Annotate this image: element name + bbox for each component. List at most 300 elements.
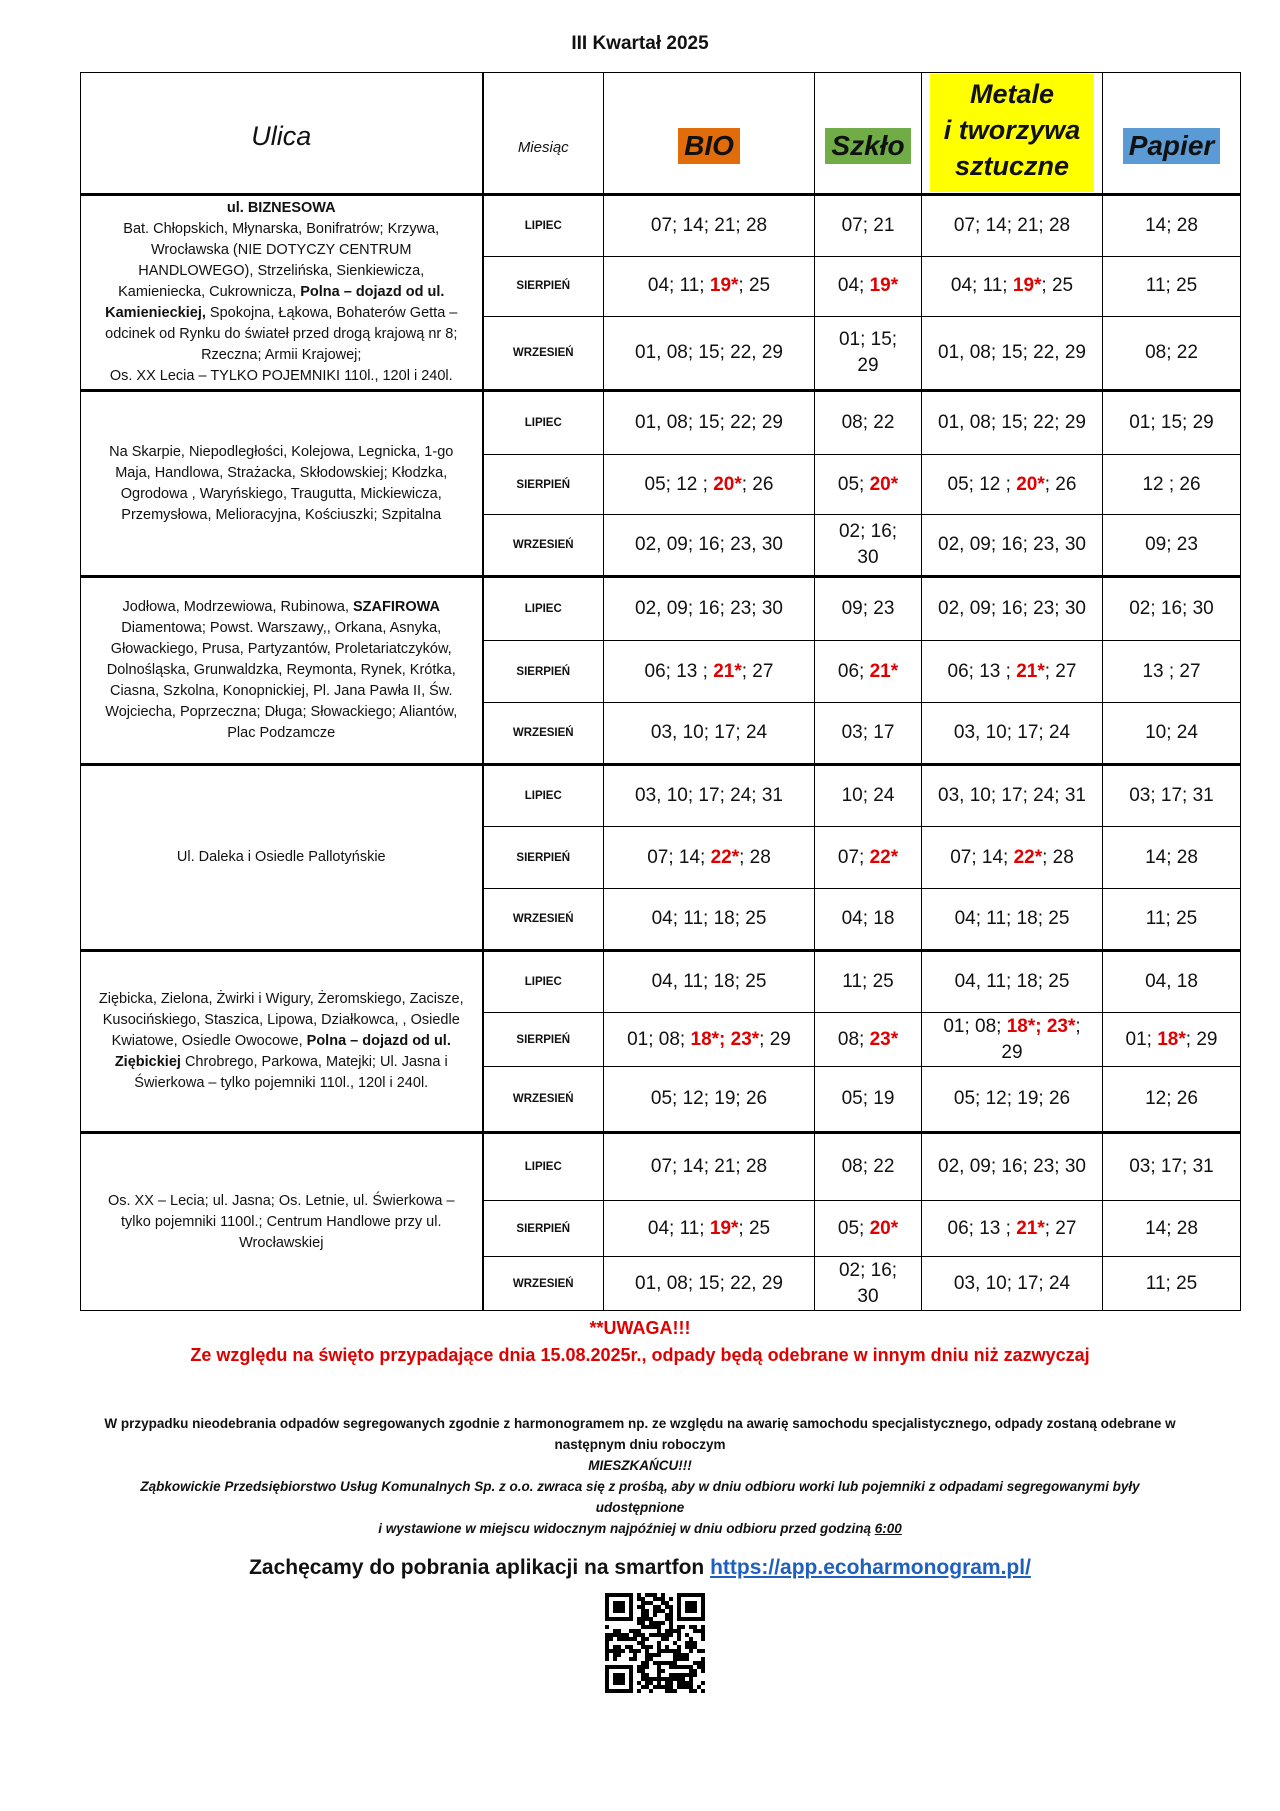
text-part: 02; 16; 30 (1129, 598, 1214, 619)
qr-module (653, 1609, 657, 1613)
month-cell: WRZESIEŃ (483, 703, 604, 765)
text-part: Diamentowa; Powst. Warszawy,, Orkana, Asnyka, Głowackiego, Prusa, Partyzantów, Proletariatczyków, Dolnośląska, Grunwaldzka, Reymonta, Rynek, Krótka, Ciasna, Szkolna, Konopnickiej, Pl. Jana Pawła II, Św. Wojciecha, Poprzeczna; Długa; Słowackiego; Aliantów, (105, 620, 458, 720)
qr-module (693, 1673, 697, 1677)
qr-module (629, 1629, 633, 1633)
szklo-dates-cell (815, 391, 922, 455)
month-cell: WRZESIEŃ (483, 316, 604, 390)
qr-module (653, 1677, 657, 1681)
papier-dates-cell (1103, 316, 1241, 390)
text-part: Jodłowa, Modrzewiowa, Rubinowa, (122, 599, 353, 615)
month-cell: SIERPIEŃ (483, 1013, 604, 1067)
qr-module (701, 1625, 705, 1629)
text-part: 01; 08; (943, 1015, 1007, 1037)
qr-module (677, 1677, 681, 1681)
qr-module (669, 1621, 673, 1625)
qr-module (617, 1645, 621, 1649)
qr-code-icon[interactable] (605, 1593, 705, 1693)
bio-dates-cell (604, 455, 815, 515)
month-cell: LIPIEC (483, 1133, 604, 1201)
szklo-dates-cell (815, 1133, 922, 1201)
qr-module (653, 1621, 657, 1625)
qr-module (645, 1665, 649, 1669)
qr-module (649, 1621, 653, 1625)
schedule-table (80, 72, 1241, 1311)
qr-module (665, 1629, 669, 1633)
text-part: ; 29 (1185, 1028, 1218, 1050)
qr-module (629, 1645, 633, 1649)
qr-module (653, 1653, 657, 1657)
qr-module (613, 1657, 617, 1661)
qr-module (661, 1637, 665, 1641)
qr-module (617, 1633, 621, 1637)
text-part: ; 27 (1044, 660, 1077, 682)
qr-module (649, 1689, 653, 1693)
qr-module (621, 1633, 625, 1637)
text-part: 07; 14; (647, 846, 711, 868)
qr-module (633, 1649, 637, 1653)
text-part: Os. XX Lecia – TYLKO POJEMNIKI 110l., 120l i 240l. (109, 368, 453, 384)
qr-module (697, 1661, 701, 1665)
qr-module (621, 1649, 625, 1653)
szklo-dates-cell (815, 256, 922, 316)
qr-module (641, 1601, 645, 1605)
qr-module (629, 1637, 633, 1641)
text-part: 01; 08; (627, 1028, 691, 1050)
qr-module (641, 1597, 645, 1601)
qr-module (645, 1593, 649, 1597)
metale-dates-cell (922, 195, 1103, 257)
qr-module (649, 1677, 653, 1681)
qr-module (649, 1633, 653, 1637)
text-part: 02, 09; 16; 23; 30 (635, 598, 783, 619)
qr-module (605, 1649, 609, 1653)
text-part: 11; 25 (842, 971, 894, 992)
header-miesiac: Miesiąc (483, 73, 604, 195)
qr-module (605, 1657, 609, 1661)
text-part: 01; 15; (838, 328, 898, 350)
qr-module (645, 1625, 649, 1629)
qr-module (669, 1677, 673, 1681)
qr-module (661, 1601, 665, 1605)
qr-module (677, 1625, 681, 1629)
header-metale (922, 73, 1103, 195)
metale-dates-cell (922, 827, 1103, 889)
qr-module (693, 1641, 697, 1645)
text-part: 04, 11; 18; 25 (651, 971, 767, 992)
qr-module (669, 1633, 673, 1637)
qr-module (645, 1637, 649, 1641)
note-residents: MIESZKAŃCU!!! (588, 1458, 692, 1473)
qr-module (657, 1681, 661, 1685)
text-part: 01, 08; 15; 22; 29 (938, 412, 1086, 433)
qr-module (657, 1633, 661, 1637)
qr-module (657, 1665, 661, 1669)
qr-module (693, 1661, 697, 1665)
holiday-date: 19* (1012, 275, 1042, 297)
qr-module (649, 1653, 653, 1657)
month-cell: SIERPIEŃ (483, 641, 604, 703)
table-row (81, 765, 1241, 827)
app-link[interactable]: https://app.ecoharmonogram.pl/ (710, 1556, 1031, 1579)
szklo-dates-cell (815, 455, 922, 515)
bio-dates-cell (604, 641, 815, 703)
qr-module (689, 1625, 693, 1629)
qr-module (665, 1633, 669, 1637)
metale-dates-cell (922, 703, 1103, 765)
qr-module (677, 1649, 681, 1653)
metale-label-line: i tworzywa (943, 115, 1081, 145)
holiday-date: 21* (713, 660, 742, 682)
qr-module (673, 1641, 677, 1645)
qr-module (673, 1677, 677, 1681)
text-part: 01, 08; 15; 22, 29 (635, 341, 783, 363)
qr-module (669, 1649, 673, 1653)
qr-module (685, 1653, 689, 1657)
qr-module (693, 1689, 697, 1693)
table-row (81, 195, 1241, 257)
qr-module (645, 1645, 649, 1649)
qr-module (685, 1641, 689, 1645)
metale-dates-cell (922, 577, 1103, 641)
qr-module (613, 1645, 617, 1649)
text-part: 09; 23 (1145, 534, 1198, 555)
qr-module (669, 1681, 673, 1685)
text-part: 03, 10; 17; 24 (650, 722, 768, 743)
text-part: 12; 26 (1145, 1088, 1198, 1109)
bio-dates-cell (604, 1257, 815, 1311)
text-part: 11; 25 (1145, 908, 1198, 929)
qr-module (677, 1665, 681, 1669)
szklo-dates-cell (815, 827, 922, 889)
holiday-date: 20* (713, 473, 742, 495)
qr-module (693, 1625, 697, 1629)
qr-module (613, 1649, 617, 1653)
text-part: 07; 14; 21; 28 (953, 214, 1071, 236)
qr-module (641, 1665, 645, 1669)
qr-module (689, 1673, 693, 1677)
qr-module (669, 1673, 673, 1677)
bio-dates-cell (604, 889, 815, 951)
qr-module (613, 1653, 617, 1657)
qr-module (677, 1653, 681, 1657)
table-row (81, 391, 1241, 455)
qr-module (681, 1653, 685, 1657)
qr-module (665, 1661, 669, 1665)
holiday-date: 20* (869, 1217, 899, 1239)
metale-label-line: sztuczne (954, 151, 1070, 181)
qr-module (701, 1689, 705, 1693)
holiday-date: 19* (869, 275, 899, 297)
szklo-dates-cell (815, 195, 922, 257)
qr-module (693, 1669, 697, 1673)
text-part: 03; 17 (841, 722, 895, 743)
papier-dates-cell (1103, 1257, 1241, 1311)
holiday-date: 20* (1016, 473, 1045, 495)
text-part: 02, 09; 16; 23, 30 (635, 534, 783, 555)
papier-dates-cell (1103, 641, 1241, 703)
text-part: ; 28 (739, 846, 771, 868)
qr-module (645, 1657, 649, 1661)
text-part: 06; 13 ; (947, 1217, 1017, 1239)
qr-module (657, 1673, 661, 1677)
metale-dates-cell (922, 1067, 1103, 1133)
qr-module (665, 1617, 669, 1621)
text-part: 02; 16; (838, 1259, 898, 1281)
qr-module (637, 1689, 641, 1693)
text-part: 03, 10; 17; 24 (953, 1272, 1071, 1294)
qr-module (649, 1617, 653, 1621)
qr-module (685, 1665, 689, 1669)
qr-module (629, 1649, 633, 1653)
text-part: 04, 18 (1145, 971, 1198, 992)
text-part: 01, 08; 15; 22, 29 (635, 1272, 783, 1294)
qr-module (673, 1661, 677, 1665)
text-part: 04; 11; 18; 25 (651, 908, 767, 929)
qr-module (645, 1617, 649, 1621)
qr-module (637, 1649, 641, 1653)
qr-module (641, 1605, 645, 1609)
papier-dates-cell (1103, 889, 1241, 951)
qr-module (681, 1673, 685, 1677)
note-deadline-time: 6:00 (874, 1521, 902, 1536)
text-part: 05; 12 ; (947, 473, 1017, 495)
bio-dates-cell (604, 515, 815, 577)
qr-module (605, 1641, 609, 1645)
papier-dates-cell (1103, 256, 1241, 316)
metale-dates-cell (922, 641, 1103, 703)
qr-module (653, 1597, 657, 1601)
qr-module (681, 1625, 685, 1629)
papier-dates-cell (1103, 1133, 1241, 1201)
qr-module (645, 1681, 649, 1685)
qr-module (685, 1673, 689, 1677)
qr-module (657, 1621, 661, 1625)
qr-module (689, 1681, 693, 1685)
text-part: 30 (857, 1285, 879, 1307)
text-part: 05; (837, 1217, 870, 1239)
qr-module (701, 1633, 705, 1637)
info-note (95, 1413, 1185, 1539)
text-part: 03; 17; 31 (1129, 785, 1214, 806)
metale-dates-cell (922, 1133, 1103, 1201)
month-cell: LIPIEC (483, 195, 604, 257)
qr-module (685, 1681, 689, 1685)
qr-module (633, 1653, 637, 1657)
qr-module (653, 1633, 657, 1637)
qr-module (653, 1661, 657, 1665)
qr-module (701, 1637, 705, 1641)
qr-module (657, 1597, 661, 1601)
qr-module (641, 1625, 645, 1629)
qr-module (657, 1625, 661, 1629)
holiday-date: 22* (1013, 846, 1043, 868)
qr-module (701, 1649, 705, 1653)
qr-module (605, 1633, 609, 1637)
bold-text: ul. BIZNESOWA (226, 200, 336, 216)
qr-module (657, 1645, 661, 1649)
qr-module (605, 1625, 609, 1629)
qr-module (689, 1665, 693, 1669)
bio-dates-cell (604, 1201, 815, 1257)
qr-module (661, 1669, 665, 1673)
month-cell: LIPIEC (483, 577, 604, 641)
qr-module (701, 1661, 705, 1665)
bio-dates-cell (604, 577, 815, 641)
text-part: 11; 25 (1145, 1272, 1198, 1294)
qr-module (653, 1685, 657, 1689)
qr-module (665, 1685, 669, 1689)
text-part: 04; 11; (950, 275, 1013, 297)
qr-module (633, 1657, 637, 1661)
metale-dates-cell (922, 889, 1103, 951)
note-deadline-text: i wystawione w miejscu widocznym najpóźniej w dniu odbioru przed godziną (378, 1521, 875, 1536)
table-row (81, 1133, 1241, 1201)
text-part: 12 ; 26 (1142, 473, 1201, 495)
qr-module (609, 1633, 613, 1637)
qr-module (641, 1613, 645, 1617)
text-part: Ul. Daleka i Osiedle Pallotyńskie (176, 849, 386, 865)
text-part: 08; (837, 1028, 870, 1050)
qr-module (629, 1657, 633, 1661)
text-part: 10; 24 (841, 785, 895, 806)
text-part: 03, 10; 17; 24; 31 (938, 785, 1086, 806)
qr-module (645, 1601, 649, 1605)
text-part: 05; 19 (841, 1088, 895, 1109)
szklo-label: Szkło (825, 128, 910, 164)
text-part: Ziębicka, Zielona, Żwirki i Wigury, Żeromskiego, Zacisze, Kusocińskiego, Staszica, Lipowa, Działkowca, , Osiedle Kwiatowe, Osiedle Owocowe, (98, 991, 464, 1049)
text-part: 03, 10; 17; 24; 31 (635, 785, 783, 806)
text-part: 14; 28 (1145, 1217, 1198, 1239)
holiday-date: 21* (1016, 1217, 1045, 1239)
text-part: 02, 09; 16; 23, 30 (938, 534, 1086, 555)
qr-module (689, 1685, 693, 1689)
qr-module (693, 1645, 697, 1649)
qr-module (701, 1665, 705, 1669)
text-part: ; 26 (741, 473, 774, 495)
qr-module (661, 1677, 665, 1681)
text-part: 07; (837, 846, 870, 868)
month-cell: WRZESIEŃ (483, 515, 604, 577)
qr-module (641, 1637, 645, 1641)
qr-module (689, 1689, 693, 1693)
szklo-dates-cell (815, 1257, 922, 1311)
szklo-dates-cell (815, 889, 922, 951)
qr-module (681, 1677, 685, 1681)
metale-label (930, 74, 1094, 192)
qr-module (645, 1613, 649, 1617)
qr-module (681, 1685, 685, 1689)
qr-module (665, 1677, 669, 1681)
text-part: 07; 21 (841, 214, 895, 236)
table-row (81, 577, 1241, 641)
qr-module (689, 1669, 693, 1673)
street-list (81, 1133, 483, 1311)
qr-module (645, 1685, 649, 1689)
metale-dates-cell (922, 455, 1103, 515)
text-part: ; 28 (1042, 846, 1074, 868)
qr-module (673, 1657, 677, 1661)
metale-label-line: Metale (969, 79, 1055, 109)
holiday-date: 19* (709, 275, 739, 297)
qr-module (669, 1617, 673, 1621)
qr-module (641, 1621, 645, 1625)
papier-dates-cell (1103, 391, 1241, 455)
qr-module (697, 1665, 701, 1669)
header-row (81, 73, 1241, 195)
qr-module (681, 1665, 685, 1669)
text-part: ; (1075, 1015, 1081, 1037)
szklo-dates-cell (815, 641, 922, 703)
qr-module (617, 1637, 621, 1641)
qr-module (657, 1669, 661, 1673)
qr-module (605, 1653, 609, 1657)
header-bio (604, 73, 815, 195)
document-title: III Kwartał 2025 (571, 33, 709, 54)
qr-module (637, 1617, 641, 1621)
qr-module (613, 1633, 617, 1637)
qr-module (621, 1637, 625, 1641)
bio-dates-cell (604, 827, 815, 889)
month-cell: SIERPIEŃ (483, 1201, 604, 1257)
qr-module (669, 1609, 673, 1613)
qr-module (669, 1605, 673, 1609)
bio-label: BIO (678, 128, 740, 164)
text-part: 08; 22 (841, 412, 895, 433)
qr-module (633, 1629, 637, 1633)
qr-module (701, 1657, 705, 1661)
szklo-dates-cell (815, 1013, 922, 1067)
qr-module (613, 1673, 625, 1685)
qr-module (673, 1653, 677, 1657)
month-cell: SIERPIEŃ (483, 256, 604, 316)
text-part: 05; 12 ; (644, 473, 714, 495)
text-part: 04, 11; 18; 25 (954, 971, 1070, 992)
qr-module (661, 1661, 665, 1665)
qr-module (625, 1637, 629, 1641)
street-list (81, 951, 483, 1133)
text-part: 11; 25 (1145, 275, 1198, 297)
qr-module (641, 1609, 645, 1613)
metale-dates-cell (922, 951, 1103, 1013)
text-part: 02, 09; 16; 23; 30 (938, 1156, 1086, 1177)
qr-module (657, 1677, 661, 1681)
text-part: 01, 08; 15; 22, 29 (938, 341, 1086, 363)
qr-module (697, 1685, 701, 1689)
qr-module (693, 1629, 697, 1633)
qr-module (641, 1661, 645, 1665)
qr-module (649, 1593, 653, 1597)
qr-module (689, 1645, 693, 1649)
street-list (81, 391, 483, 577)
qr-module (633, 1633, 637, 1637)
text-part: 04; 11; (647, 1217, 710, 1239)
szklo-dates-cell (815, 1067, 922, 1133)
text-part: 02, 09; 16; 23; 30 (938, 598, 1086, 619)
text-part: ; 26 (1044, 473, 1077, 495)
month-cell: WRZESIEŃ (483, 1257, 604, 1311)
text-part: Spokojna, Łąkowa, Bohaterów Getta – odcinek od Rynku do świateł przed drogą krajową nr 8; Rzeczna; Armii Krajowej; (105, 305, 458, 363)
note-request: Ząbkowickie Przedsiębiorstwo Usług Komunalnych Sp. z o.o. zwraca się z prośbą, aby w dniu odbioru worki lub pojemniki z odpadami segregowanymi były udostępnione (140, 1479, 1140, 1515)
qr-module (637, 1621, 641, 1625)
qr-module (617, 1629, 621, 1633)
qr-module (645, 1661, 649, 1665)
month-cell: LIPIEC (483, 951, 604, 1013)
note-deadline (95, 1518, 1185, 1539)
qr-module (633, 1637, 637, 1641)
qr-module (673, 1673, 677, 1677)
text-part: 08; 22 (841, 1156, 895, 1177)
qr-module (677, 1681, 681, 1685)
